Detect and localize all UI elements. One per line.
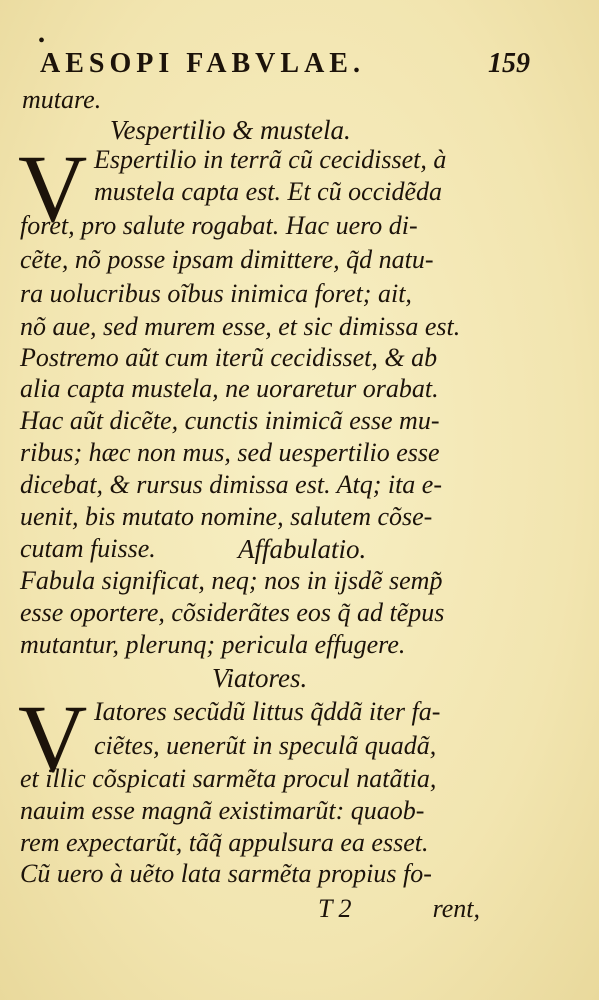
text-line: dicebat, & rursus dimissa est. Atq; ita e- xyxy=(20,470,443,499)
text-line: esse oportere, cõsiderãtes eos q̃ ad tẽpus xyxy=(20,598,445,627)
drop-capital: V xyxy=(18,135,88,242)
running-title: AESOPI FABVLAE. xyxy=(40,48,365,79)
text-line: Cũ uero à uẽto lata sarmẽta propius fo- xyxy=(20,859,432,888)
text-line: nõ aue, sed murem esse, et sic dimissa est. xyxy=(20,312,461,341)
text-line: mutantur, plerunq; pericula effugere. xyxy=(20,630,406,659)
signature-mark: T 2 xyxy=(318,894,352,923)
drop-capital: V xyxy=(18,685,88,792)
running-head xyxy=(40,48,530,84)
text-line: mutare. xyxy=(22,85,102,114)
text-line: Postremo aũt cum iterũ cecidisset, & ab xyxy=(20,343,438,372)
text-line: Iatores secũdũ littus q̃ddã iter fa- xyxy=(94,697,441,726)
text-line: cẽte, nõ posse ipsam dimittere, q̃d natu- xyxy=(20,245,434,274)
moral-heading: Affabulatio. xyxy=(238,534,367,564)
text-line: mustela capta est. Et cũ occidẽda xyxy=(94,177,443,206)
fable-title: Vespertilio & mustela. xyxy=(110,115,351,145)
text-line: Fabula significat, neq; nos in ijsdẽ semp̃ xyxy=(20,566,443,595)
text-line: alia capta mustela, ne uoraretur orabat. xyxy=(20,374,439,403)
text-line: Hac aũt dicẽte, cunctis inimicã esse mu- xyxy=(20,406,440,435)
text-line: nauim esse magnã existimarũt: quaob- xyxy=(20,796,425,825)
text-line: rem expectarũt, tãq̃ appulsura ea esset. xyxy=(20,828,429,857)
text-line: Espertilio in terrã cũ cecidisset, à xyxy=(94,145,447,174)
catchword: rent, xyxy=(432,894,480,923)
text-line: uenit, bis mutato nomine, salutem cõse- xyxy=(20,502,433,531)
text-line: foret, pro salute rogabat. Hac uero di- xyxy=(20,211,418,240)
text-line: ribus; hæc non mus, sed uespertilio esse xyxy=(20,438,440,467)
text-line: cutam fuisse. xyxy=(20,534,156,563)
text-line: ra uolucribus oĩbus inimica foret; ait, xyxy=(20,279,412,308)
page-number: 159 xyxy=(488,48,530,79)
ornament-mark: • xyxy=(38,30,46,52)
text-line: et illic cõspicati sarmẽta procul natãtia, xyxy=(20,764,437,793)
footer xyxy=(300,892,480,926)
fable-title: Viatores. xyxy=(212,663,308,693)
text-line: ciẽtes, uenerũt in speculã quadã, xyxy=(94,731,437,760)
